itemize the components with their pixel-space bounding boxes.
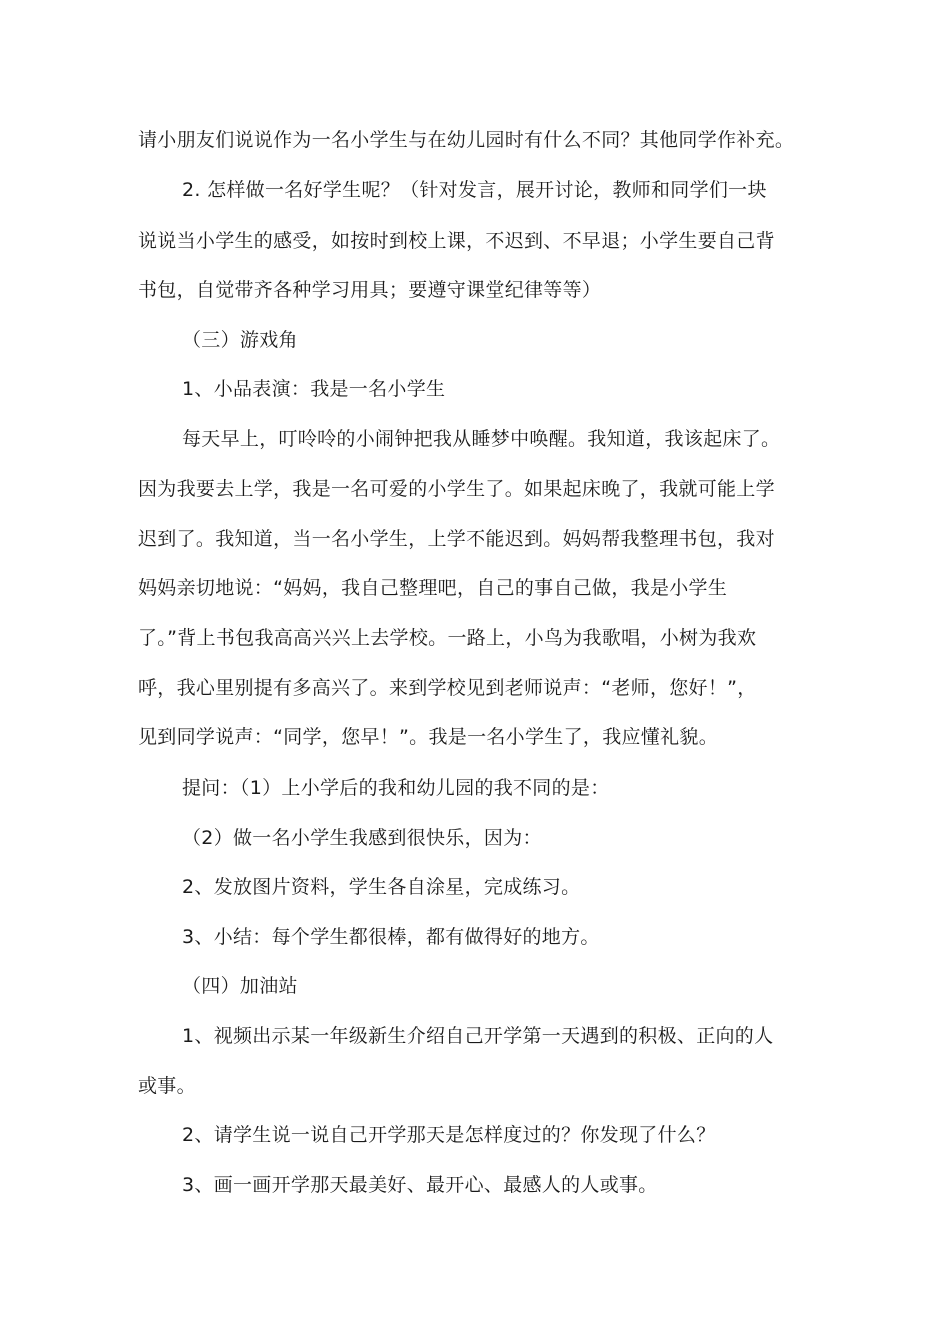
text-line: 3、小结：每个学生都很棒，都有做得好的地方。	[182, 926, 600, 948]
text-line: 了。”背上书包我高高兴兴上去学校。一路上，小鸟为我歌唱，小树为我欢	[138, 627, 757, 649]
section-heading: （四）加油站	[182, 975, 298, 997]
text-line: 迟到了。我知道，当一名小学生，上学不能迟到。妈妈帮我整理书包，我对	[138, 528, 775, 550]
text-line: 呼，我心里别提有多高兴了。来到学校见到老师说声：“老师，您好！”，	[138, 677, 757, 699]
text-line: 2、请学生说一说自己开学那天是怎样度过的？你发现了什么？	[182, 1124, 716, 1146]
text-line: 2. 怎样做一名好学生呢？（针对发言，展开讨论，教师和同学们一块	[182, 179, 767, 201]
text-line: 每天早上，叮呤呤的小闹钟把我从睡梦中唤醒。我知道，我该起床了。	[182, 428, 781, 450]
text-line: 因为我要去上学，我是一名可爱的小学生了。如果起床晚了，我就可能上学	[138, 478, 775, 500]
text-line: 2、发放图片资料，学生各自涂星，完成练习。	[182, 876, 581, 898]
text-line: 1、小品表演：我是一名小学生	[182, 378, 446, 400]
text-line: （2）做一名小学生我感到很快乐，因为：	[182, 827, 542, 849]
text-line: 请小朋友们说说作为一名小学生与在幼儿园时有什么不同？其他同学作补充。	[138, 129, 795, 151]
text-line: 3、画一画开学那天最美好、最开心、最感人的人或事。	[182, 1174, 658, 1196]
section-heading: （三）游戏角	[182, 329, 298, 351]
text-line: 或事。	[138, 1075, 196, 1097]
text-line: 妈妈亲切地说：“妈妈，我自己整理吧，自己的事自己做，我是小学生	[138, 577, 728, 599]
text-line: 1、视频出示某一年级新生介绍自己开学第一天遇到的积极、正向的人	[182, 1025, 774, 1047]
text-line: 书包，自觉带齐各种学习用具；要遵守课堂纪律等等）	[138, 279, 602, 301]
text-line: 说说当小学生的感受，如按时到校上课，不迟到、不早退；小学生要自己背	[138, 230, 775, 252]
text-line: 见到同学说声：“同学，您早！”。我是一名小学生了，我应懂礼貌。	[138, 726, 718, 748]
text-line: 提问：（1）上小学后的我和幼儿园的我不同的是：	[182, 777, 610, 799]
